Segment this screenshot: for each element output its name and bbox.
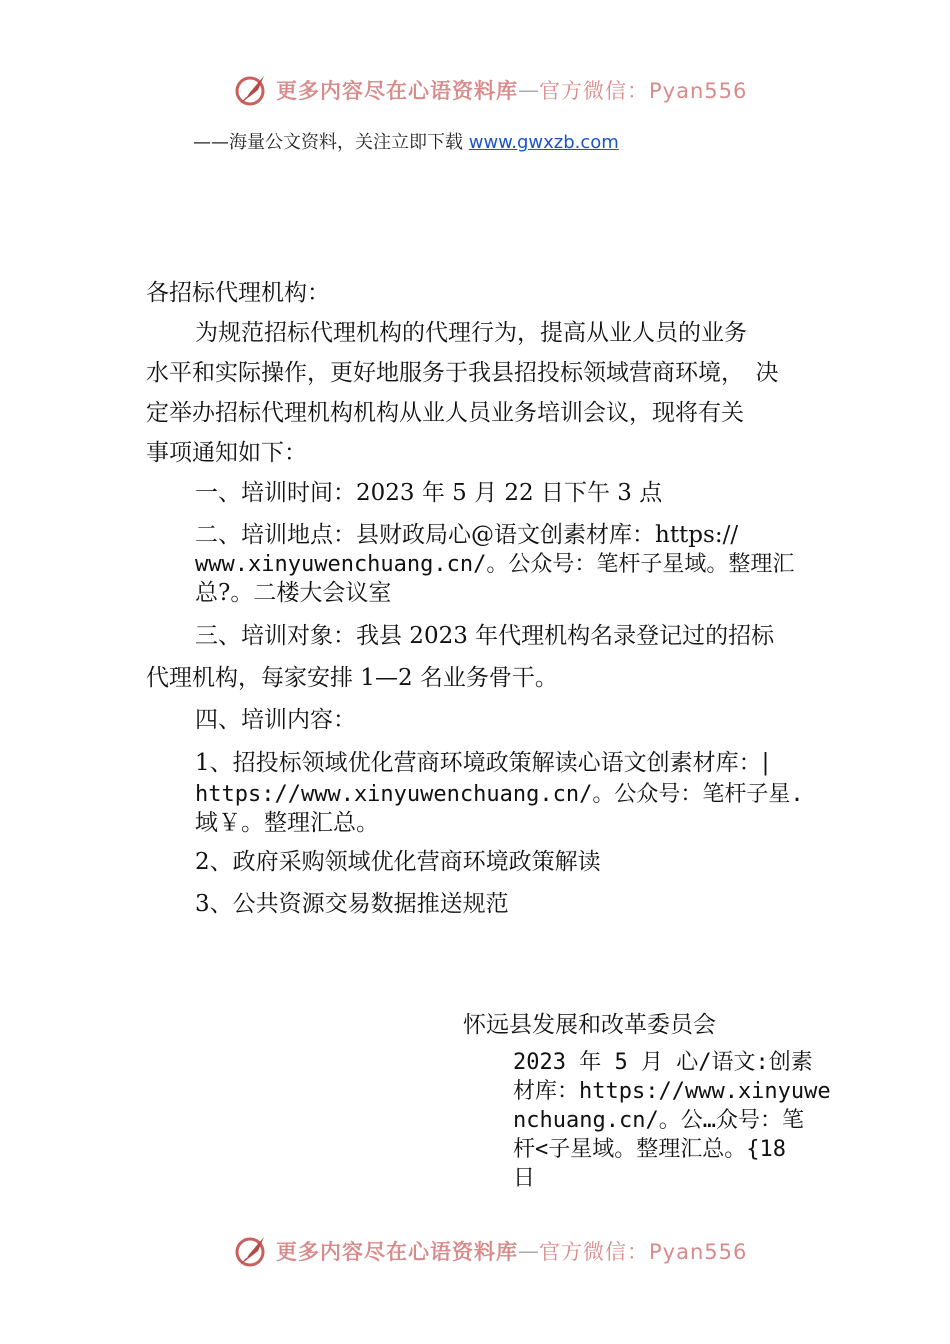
- footer-banner-title: 更多内容尽在心语资料库: [276, 1240, 518, 1264]
- website-link[interactable]: www.gwxzb.com: [468, 132, 619, 153]
- item-audience-line-1: 三、培训对象：我县 2023 年代理机构名录登记过的招标: [195, 623, 775, 649]
- banner-wechat: 官方微信：Pyan556: [539, 79, 748, 103]
- signature-date: [513, 1048, 838, 1193]
- content-1-line-1: 1、招投标领域优化营商环境政策解读心语文创素材库：|: [195, 750, 770, 776]
- item-audience-line-2: 代理机构，每家安排 1—2 名业务骨干。: [146, 665, 558, 691]
- header-banner: [234, 70, 747, 110]
- date-line-5: 日: [513, 1166, 536, 1191]
- intro-line-2: 水平和实际操作，更好地服务于我县招投标领域营商环境， 决: [146, 360, 779, 386]
- salutation: 各招标代理机构：: [146, 280, 330, 306]
- signer-organization: 怀远县发展和改革委员会: [463, 1012, 716, 1038]
- intro-line-4: 事项通知如下：: [146, 440, 307, 466]
- date-line-2: 材库：https://www.xinyuwe: [513, 1079, 831, 1104]
- quill-logo-icon: [234, 70, 268, 110]
- item-location-line-3: 总?。二楼大会议室: [195, 580, 392, 606]
- footer-banner-dash: —: [518, 1239, 539, 1263]
- content-2: 2、政府采购领域优化营商环境政策解读: [195, 849, 601, 875]
- item-content: 四、培训内容：: [195, 707, 356, 733]
- item-time: 一、培训时间：2023 年 5 月 22 日下午 3 点: [195, 480, 663, 506]
- footer-banner-wechat: 官方微信：Pyan556: [539, 1240, 748, 1264]
- banner-dash: —: [518, 78, 539, 102]
- content-3: 3、公共资源交易数据推送规范: [195, 891, 509, 917]
- intro-line-3: 定举办招标代理机构机构从业人员业务培训会议，现将有关: [146, 400, 744, 426]
- subheader: [193, 128, 619, 154]
- banner-title: 更多内容尽在心语资料库: [276, 79, 518, 103]
- intro-line-1: 为规范招标代理机构的代理行为，提高从业人员的业务: [195, 320, 747, 346]
- item-location-line-1: 二、培训地点：县财政局心@语文创素材库：https://: [195, 522, 739, 548]
- subheader-text: ——海量公文资料，关注立即下载: [193, 132, 469, 153]
- quill-logo-icon: [234, 1231, 268, 1271]
- date-line-4: 杆<子星域。整理汇总。{18: [513, 1137, 786, 1162]
- date-line-3: nchuang.cn/。公…众号：笔: [513, 1108, 804, 1133]
- item-location-line-2: www.xinyuwenchuang.cn/。公众号：笔杆子星域。整理汇: [195, 552, 795, 577]
- content-1-line-2: https://www.xinyuwenchuang.cn/。公众号：笔杆子星.: [195, 782, 804, 807]
- content-1-line-3: 域￥。整理汇总。: [195, 810, 379, 836]
- date-line-1: 2023 年 5 月 心/语文:创素: [513, 1050, 813, 1075]
- footer-banner: [234, 1231, 747, 1271]
